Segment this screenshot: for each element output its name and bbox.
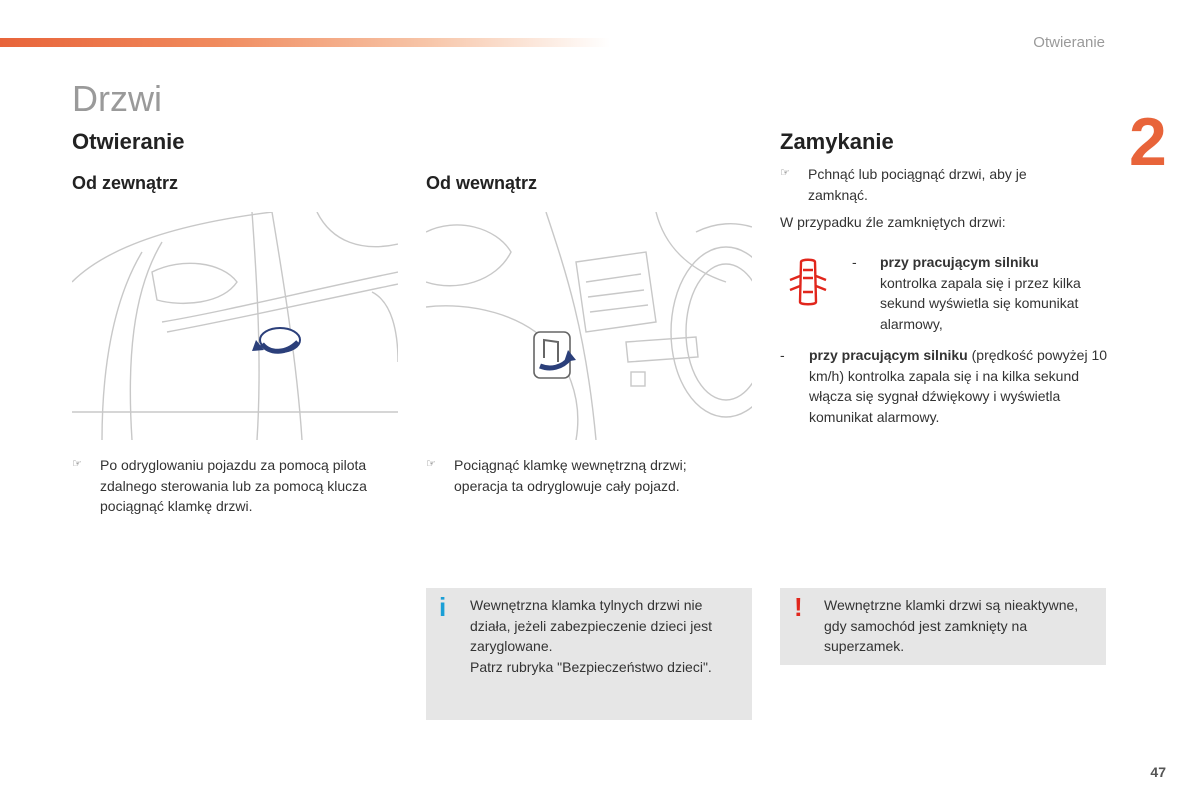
closing-heading: Zamykanie bbox=[780, 129, 894, 154]
pointing-hand-icon: ☞ bbox=[426, 458, 436, 470]
info-icon: i bbox=[439, 592, 447, 622]
outside-bullet bbox=[72, 455, 402, 517]
closing-item-1 bbox=[852, 252, 1107, 334]
interior-handle bbox=[534, 332, 576, 378]
outside-heading: Od zewnątrz bbox=[72, 173, 179, 193]
item2-text bbox=[809, 345, 1110, 427]
opening-heading: Otwieranie bbox=[72, 129, 185, 154]
inside-bullet bbox=[426, 455, 726, 496]
info-note bbox=[426, 588, 752, 720]
page-number: 47 bbox=[1150, 764, 1166, 780]
item2-bold: przy pracującym silniku bbox=[809, 347, 968, 363]
closing-item-2 bbox=[780, 345, 1110, 427]
item1-dash: - bbox=[852, 254, 857, 270]
pointing-hand-icon: ☞ bbox=[72, 458, 82, 470]
item1-bold: przy pracującym silniku bbox=[880, 254, 1039, 270]
car-doors-open-icon bbox=[784, 256, 832, 308]
inside-bullet-text: Pociągnąć klamkę wewnętrzną drzwi; operacja ta odryglowuje cały pojazd. bbox=[454, 457, 687, 494]
car-interior-drawing bbox=[426, 212, 752, 440]
outside-bullet-text: Po odryglowaniu pojazdu za pomocą pilota zdalnego sterowania lub za pomocą klucza pociągnąć klamkę drzwi. bbox=[100, 457, 367, 514]
inside-door-illustration bbox=[426, 212, 752, 440]
warning-icon: ! bbox=[794, 592, 803, 622]
warning-note-text: Wewnętrzne klamki drzwi są nieaktywne, gdy samochód jest zamknięty na superzamek. bbox=[824, 597, 1079, 654]
item2-dash: - bbox=[780, 347, 785, 363]
chapter-number: 2 bbox=[1129, 104, 1167, 180]
info-note-text bbox=[470, 595, 744, 677]
warning-note bbox=[780, 588, 1106, 665]
inside-heading: Od wewnątrz bbox=[426, 173, 538, 193]
info-note-line2: Patrz rubryka "Bezpieczeństwo dzieci". bbox=[470, 658, 712, 675]
running-head: Otwieranie bbox=[1033, 34, 1105, 51]
closing-bullet bbox=[780, 164, 1080, 205]
item1-rest: kontrolka zapala się i przez kilka sekund wyświetla się komunikat alarmowy, bbox=[880, 274, 1081, 332]
item1-text bbox=[880, 252, 1107, 334]
car-door-exterior-drawing bbox=[72, 212, 398, 440]
closing-bullet-text: Pchnąć lub pociągnąć drzwi, aby je zamknąć. bbox=[808, 166, 1027, 203]
page-title: Drzwi bbox=[72, 78, 162, 119]
door-open-warning-icon bbox=[784, 256, 832, 308]
info-note-line1: Wewnętrzna klamka tylnych drzwi nie działa, jeżeli zabezpieczenie dzieci jest zaryglowane. bbox=[470, 597, 713, 654]
header-accent-bar bbox=[0, 38, 610, 47]
item2-rest: (prędkość powyżej 10 km/h) kontrolka zapala się i na kilka sekund włącza się sygnał dźwiękowy i wyświetla komunikat alarmowy. bbox=[809, 347, 1108, 425]
pointing-hand-icon: ☞ bbox=[780, 167, 790, 179]
outside-door-illustration bbox=[72, 212, 398, 440]
incorrect-closing-intro: W przypadku źle zamkniętych drzwi: bbox=[780, 214, 1006, 230]
